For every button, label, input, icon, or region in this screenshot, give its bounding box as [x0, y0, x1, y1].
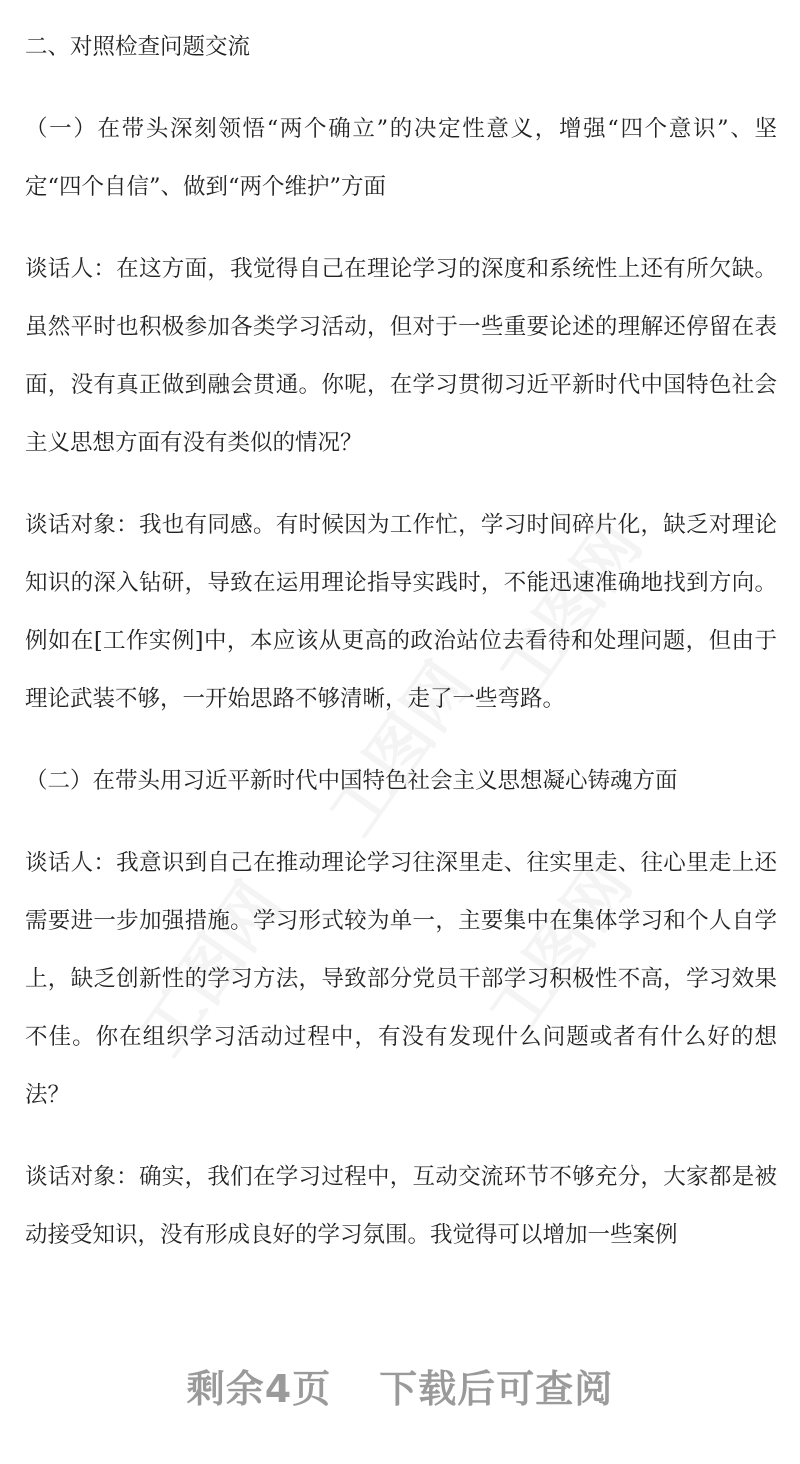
subsection-heading: （二）在带头用习近平新时代中国特色社会主义思想凝心铸魂方面	[25, 768, 678, 794]
subsection-heading: （一）在带头深刻领悟“两个确立”的决定性意义，增强“四个意识”、坚定“四个自信”、做到“两个维护”方面	[25, 116, 777, 200]
section-title: 二、对照检查问题交流	[25, 34, 251, 60]
remaining-pages-label: 剩余4页	[186, 1367, 332, 1411]
download-prompt[interactable]	[0, 1358, 800, 1413]
download-hint-label: 下载后可查阅	[379, 1367, 614, 1411]
dialogue-paragraph: 谈话对象：确实，我们在学习过程中，互动交流环节不够充分，大家都是被动接受知识，没有形成良好的学习氛围。我觉得可以增加一些案例	[25, 1164, 777, 1248]
dialogue-paragraph: 谈话人：我意识到自己在推动理论学习往深里走、往实里走、往心里走上还需要进一步加强措施。学习形式较为单一，主要集中在集体学习和个人自学上，缺乏创新性的学习方法，导致部分党员干部学习积极性不高，学习效果不佳。你在组织学习活动过程中，有没有发现什么问题或者有什么好的想法？	[25, 850, 777, 1108]
document-body	[25, 18, 777, 1264]
dialogue-paragraph: 谈话人：在这方面，我觉得自己在理论学习的深度和系统性上还有所欠缺。虽然平时也积极参加各类学习活动，但对于一些重要论述的理解还停留在表面，没有真正做到融会贯通。你呢，在学习贯彻习近平新时代中国特色社会主义思想方面有没有类似的情况？	[25, 256, 777, 456]
dialogue-paragraph: 谈话对象：我也有同感。有时候因为工作忙，学习时间碎片化，缺乏对理论知识的深入钻研，导致在运用理论指导实践时，不能迅速准确地找到方向。例如在[工作实例]中，本应该从更高的政治站位去看待和处理问题，但由于理论武装不够，一开始思路不够清晰，走了一些弯路。	[25, 512, 777, 712]
